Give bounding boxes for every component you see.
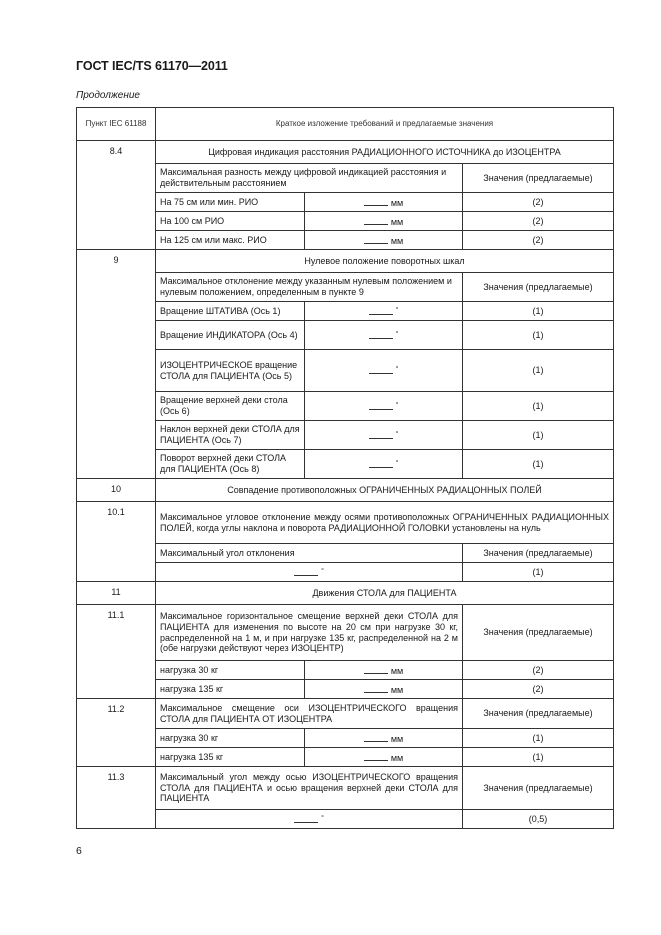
blank-line <box>364 234 388 244</box>
table-row <box>77 302 614 321</box>
row-label: Наклон верхней деки СТОЛА для ПАЦИЕНТА (Ось 7) <box>156 421 305 450</box>
values-label: Значения (предлагаемые) <box>463 699 614 729</box>
row-label: нагрузка 30 кг <box>156 661 305 680</box>
value-cell: (1) <box>463 450 614 479</box>
blank-line <box>364 196 388 206</box>
unit-text: мм <box>390 216 404 227</box>
value-cell: (1) <box>463 392 614 421</box>
table-row <box>77 544 614 563</box>
value-cell: (1) <box>463 350 614 392</box>
unit-text: мм <box>390 235 404 246</box>
section-title: Цифровая индикация расстояния РАДИАЦИОННОГО ИСТОЧНИКА до ИЗОЦЕНТРА <box>156 141 614 164</box>
section-description: Максимальная разность между цифровой индикацией расстояния и действительным расстоянием <box>156 164 463 193</box>
table-row <box>77 479 614 502</box>
unit-text: ° <box>395 366 399 374</box>
page-number: 6 <box>76 845 82 857</box>
values-label: Значения (предлагаемые) <box>463 767 614 810</box>
unit-text: мм <box>390 197 404 208</box>
clause-number: 11.2 <box>77 699 156 767</box>
value-cell: (1) <box>463 321 614 350</box>
row-label: На 125 см или макс. РИО <box>156 231 305 250</box>
table-row <box>77 661 614 680</box>
unit-text: мм <box>390 684 404 695</box>
section-description: Максимальный угол между осью ИЗОЦЕНТРИЧЕСКОГО вращения СТОЛА для ПАЦИЕНТА и осью вращения верхней деки СТОЛА для ПАЦИЕНТА <box>156 767 463 810</box>
unit-cell <box>305 748 463 767</box>
value-cell: (2) <box>463 231 614 250</box>
unit-text: ° <box>321 814 324 822</box>
unit-text: ° <box>395 459 399 467</box>
value-cell: (2) <box>463 212 614 231</box>
document-code: ГОСТ IEC/TS 61170—2011 <box>76 59 228 73</box>
table-row <box>77 141 614 164</box>
blank-line <box>369 364 393 374</box>
unit-text: мм <box>390 733 404 744</box>
table-row <box>77 273 614 302</box>
table-row <box>77 450 614 479</box>
section-description: Максимальное угловое отклонение между осями противоположных ОГРАНИЧЕННЫХ РАДИАЦИОННЫХ ПОЛЕЙ, когда углы наклона и поворота РАДИАЦИОННОЙ ГОЛОВКИ установлены на нуль <box>156 502 614 544</box>
blank-line <box>364 751 388 761</box>
blank-line <box>364 215 388 225</box>
table-row <box>77 502 614 544</box>
requirements-table <box>76 107 614 829</box>
clause-number: 11.3 <box>77 767 156 829</box>
clause-number: 8.4 <box>77 141 156 250</box>
row-label: Максимальный угол отклонения <box>156 544 463 563</box>
unit-text: мм <box>390 665 404 676</box>
values-label: Значения (предлагаемые) <box>463 544 614 563</box>
table-row <box>77 810 614 829</box>
clause-number: 9 <box>77 250 156 479</box>
clause-number: 10.1 <box>77 502 156 582</box>
continuation-label: Продолжение <box>76 90 140 101</box>
table-row <box>77 748 614 767</box>
table-row <box>77 164 614 193</box>
unit-text: ° <box>395 330 399 338</box>
unit-cell <box>305 193 463 212</box>
value-cell: (0,5) <box>463 810 614 829</box>
clause-number: 10 <box>77 479 156 502</box>
blank-line <box>364 732 388 742</box>
unit-cell <box>305 302 463 321</box>
section-title: Нулевое положение поворотных шкал <box>156 250 614 273</box>
blank-line <box>364 683 388 693</box>
section-description: Максимальное смещение оси ИЗОЦЕНТРИЧЕСКОГО вращения СТОЛА для ПАЦИЕНТА ОТ ИЗОЦЕНТРА <box>156 699 463 729</box>
values-label: Значения (предлагаемые) <box>463 164 614 193</box>
table-row <box>77 193 614 212</box>
row-label: На 75 см или мин. РИО <box>156 193 305 212</box>
table-row <box>77 350 614 392</box>
clause-number: 11.1 <box>77 605 156 699</box>
unit-text: ° <box>395 306 399 314</box>
table-row <box>77 250 614 273</box>
header-clause-cell: Пункт IEC 61188 <box>77 108 156 141</box>
blank-line <box>369 400 393 410</box>
row-label: нагрузка 135 кг <box>156 748 305 767</box>
header-summary-cell: Краткое изложение требований и предлагаемые значения <box>156 108 614 141</box>
unit-cell <box>156 563 463 582</box>
row-label: нагрузка 135 кг <box>156 680 305 699</box>
unit-cell <box>305 392 463 421</box>
unit-cell <box>305 231 463 250</box>
values-label: Значения (предлагаемые) <box>463 605 614 661</box>
table-row <box>77 231 614 250</box>
value-cell: (2) <box>463 193 614 212</box>
blank-line <box>369 429 393 439</box>
value-cell: (1) <box>463 729 614 748</box>
unit-cell <box>305 212 463 231</box>
blank-line <box>369 329 393 339</box>
table-row <box>77 582 614 605</box>
blank-line <box>369 305 393 315</box>
values-label: Значения (предлагаемые) <box>463 273 614 302</box>
value-cell: (1) <box>463 563 614 582</box>
blank-line <box>294 813 318 823</box>
row-label: На 100 см РИО <box>156 212 305 231</box>
blank-line <box>369 458 393 468</box>
section-description: Максимальное горизонтальное смещение верхней деки СТОЛА для ПАЦИЕНТА для изменения по высоте на 20 см при нагрузке 30 кг, распределенной на 1 м, и при нагрузке 135 кг, распределенной на 2 м (обе нагрузки действуют через ИЗОЦЕНТР) <box>156 605 463 661</box>
unit-cell <box>305 450 463 479</box>
row-label: Вращение ШТАТИВА (Ось 1) <box>156 302 305 321</box>
unit-cell <box>305 729 463 748</box>
section-title: Совпадение противоположных ОГРАНИЧЕННЫХ РАДИАЦОННЫХ ПОЛЕЙ <box>156 479 614 502</box>
blank-line <box>294 566 318 576</box>
table-row <box>77 563 614 582</box>
section-description: Максимальное отклонение между указанным нулевым положением и нулевым положением, определенным в пункте 9 <box>156 273 463 302</box>
value-cell: (1) <box>463 302 614 321</box>
table-row <box>77 605 614 661</box>
table-row <box>77 421 614 450</box>
unit-cell <box>305 321 463 350</box>
table-row <box>77 729 614 748</box>
table-row <box>77 392 614 421</box>
table-row <box>77 699 614 729</box>
unit-cell <box>305 350 463 392</box>
value-cell: (1) <box>463 748 614 767</box>
table-row <box>77 680 614 699</box>
blank-line <box>364 664 388 674</box>
table-row <box>77 767 614 810</box>
unit-cell <box>156 810 463 829</box>
unit-cell <box>305 680 463 699</box>
row-label: нагрузка 30 кг <box>156 729 305 748</box>
unit-text: мм <box>390 752 404 763</box>
section-title: Движения СТОЛА для ПАЦИЕНТА <box>156 582 614 605</box>
unit-cell <box>305 421 463 450</box>
table-header-row <box>77 108 614 141</box>
unit-text: ° <box>395 401 399 409</box>
value-cell: (1) <box>463 421 614 450</box>
value-cell: (2) <box>463 661 614 680</box>
table-row <box>77 321 614 350</box>
clause-number: 11 <box>77 582 156 605</box>
table-row <box>77 212 614 231</box>
value-cell: (2) <box>463 680 614 699</box>
unit-text: ° <box>321 567 324 575</box>
row-label: Вращение ИНДИКАТОРА (Ось 4) <box>156 321 305 350</box>
unit-cell <box>305 661 463 680</box>
row-label: Поворот верхней деки СТОЛА для ПАЦИЕНТА (Ось 8) <box>156 450 305 479</box>
row-label: ИЗОЦЕНТРИЧЕСКОЕ вращение СТОЛА для ПАЦИЕНТА (Ось 5) <box>156 350 305 392</box>
row-label: Вращение верхней деки стола (Ось 6) <box>156 392 305 421</box>
unit-text: ° <box>395 430 399 438</box>
